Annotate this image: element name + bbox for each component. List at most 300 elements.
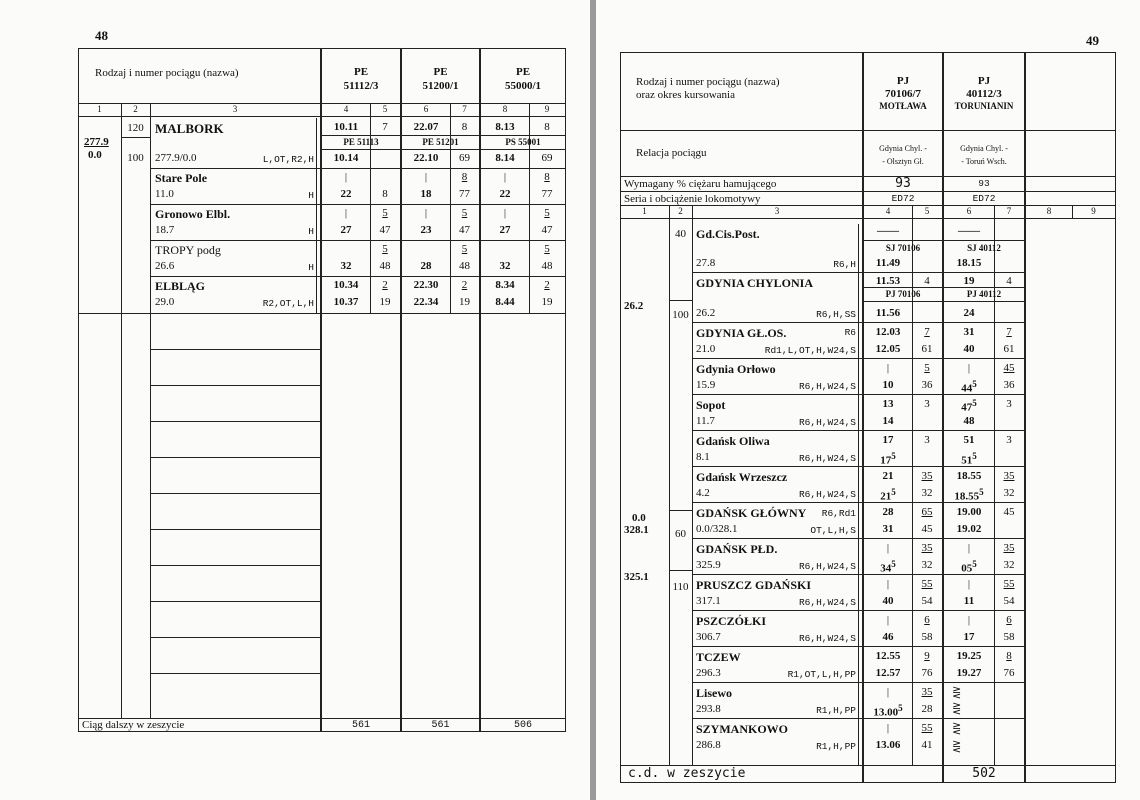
speed-limit: 60 xyxy=(675,528,686,540)
column-number: 6 xyxy=(423,104,429,114)
extra-value: 28 xyxy=(921,703,933,715)
extra-value: 36 xyxy=(1003,379,1015,391)
train-number: 70106/7 xyxy=(884,88,922,100)
time-value: 18.55 xyxy=(956,470,982,482)
train-name: TORUNIANIN xyxy=(954,101,1014,111)
station-codes: R6,H,W24,S xyxy=(798,417,856,428)
time-main: 44 xyxy=(961,382,973,395)
time-value: 11.56 xyxy=(875,307,901,319)
pass-mark: | xyxy=(424,207,428,219)
pass-mark: | xyxy=(886,578,890,590)
time-value xyxy=(944,399,994,414)
extra-value: 54 xyxy=(1003,595,1015,607)
start-dash: —— xyxy=(877,225,899,237)
extra-value: 47 xyxy=(379,224,391,236)
continuation-ref: 561 xyxy=(351,720,370,731)
station-name: Gdynia Orłowo xyxy=(696,362,776,376)
extra-value: 36 xyxy=(921,379,933,391)
dwell-value: 4 xyxy=(1006,275,1012,287)
time-value: 22.34 xyxy=(413,296,439,308)
station-km: 306.7 xyxy=(696,631,721,643)
pass-mark: | xyxy=(886,542,890,554)
extra-value: 77 xyxy=(459,188,470,200)
run-value: 8 xyxy=(544,171,550,183)
extra-value: 69 xyxy=(541,152,553,164)
time-value: 8.14 xyxy=(495,152,515,164)
time-value: 10.14 xyxy=(333,152,359,164)
station-codes: R6,H,W24,S xyxy=(798,453,856,464)
time-half: 5 xyxy=(898,703,903,713)
speed-limit: 120 xyxy=(127,122,144,134)
continuation-label: Ciąg dalszy w zeszycie xyxy=(82,719,185,731)
station-codes: R6,H,SS xyxy=(816,309,856,320)
speed-limit: 40 xyxy=(675,228,686,240)
train-name: MOTŁAWA xyxy=(879,101,927,111)
time-half: 5 xyxy=(891,559,896,569)
time-value: 18 xyxy=(420,188,432,200)
time-value: 22.10 xyxy=(413,152,439,164)
time-half: 5 xyxy=(979,487,984,497)
pass-mark: | xyxy=(967,614,971,626)
run-value: 5 xyxy=(544,243,550,255)
extra-value: 41 xyxy=(921,739,933,751)
run-value: 7 xyxy=(924,326,930,338)
time-half: 5 xyxy=(972,451,977,461)
pass-mark: | xyxy=(967,578,971,590)
station-km: 293.8 xyxy=(696,703,721,715)
extra-value: 76 xyxy=(1003,667,1015,679)
time-value: 19 xyxy=(963,275,975,287)
time-value: 8.34 xyxy=(495,279,515,291)
time-value: 14 xyxy=(882,415,894,427)
time-value: 8.13 xyxy=(495,121,515,133)
station-name: ELBLĄG xyxy=(155,279,206,293)
km-marker: 26.2 xyxy=(624,300,644,312)
column-number: 5 xyxy=(924,206,930,216)
pass-mark: | xyxy=(967,542,971,554)
train-number: 40112/3 xyxy=(966,88,1002,100)
relation-line: Gdynia Chyl. - xyxy=(960,144,1008,153)
train-renumber: PS 55001 xyxy=(505,137,541,147)
train-type: PE xyxy=(353,66,369,78)
station-name: SZYMANKOWO xyxy=(696,722,789,736)
time-value: 28 xyxy=(420,260,432,272)
time-value: 22 xyxy=(340,188,352,200)
column-number: 4 xyxy=(343,104,349,114)
time-value: 12.03 xyxy=(875,326,901,338)
extra-value: 69 xyxy=(459,152,470,164)
run-value: 7 xyxy=(1006,326,1012,338)
time-value: 31 xyxy=(963,326,975,338)
time-value: 17 xyxy=(882,434,894,446)
extra-value: 32 xyxy=(921,487,933,499)
dwell-value: 4 xyxy=(924,275,930,287)
time-main: 21 xyxy=(880,490,892,503)
train-type: PE xyxy=(433,66,448,78)
start-dash: —— xyxy=(958,225,980,237)
station-km: 15.9 xyxy=(696,379,716,391)
station-km: 26.6 xyxy=(155,260,175,272)
station-codes: R6,H,W24,S xyxy=(798,489,856,500)
run-value: 55 xyxy=(921,578,933,590)
km-marker: 277.9 xyxy=(84,136,109,148)
run-value: 55 xyxy=(921,722,933,734)
station-codes: R1,OT,L,H,PP xyxy=(787,669,856,680)
station-name: PSZCZÓŁKI xyxy=(696,614,767,628)
column-number: 1 xyxy=(642,206,647,216)
time-value: 32 xyxy=(499,260,511,272)
pass-mark: | xyxy=(344,207,348,219)
station-name: TCZEW xyxy=(696,650,741,664)
train-renumber: PE 51113 xyxy=(343,137,379,147)
time-half: 5 xyxy=(891,451,896,461)
column-number: 2 xyxy=(133,104,138,114)
station-km: 27.8 xyxy=(696,257,716,269)
station-codes: Rd1,L,OT,H,W24,S xyxy=(764,345,856,356)
time-value: 27 xyxy=(499,224,511,236)
station-codes: R6,H,W24,S xyxy=(798,633,856,644)
header-column-label: Rodzaj i numer pociągu (nazwa) xyxy=(636,76,780,88)
column-number: 5 xyxy=(382,104,388,114)
right-page xyxy=(596,0,1140,800)
time-value: 11.49 xyxy=(875,257,901,269)
station-name: Lisewo xyxy=(696,686,732,700)
dwell-value: 3 xyxy=(924,398,930,410)
continuation-ref: 561 xyxy=(431,720,450,731)
station-km: 286.8 xyxy=(696,739,721,751)
time-value: 40 xyxy=(882,595,894,607)
time-value: 12.05 xyxy=(875,343,901,355)
time-value: 23 xyxy=(420,224,432,236)
time-value: 22.30 xyxy=(413,279,439,291)
run-value: 9 xyxy=(924,650,930,662)
extra-value: 32 xyxy=(1003,559,1015,571)
station-codes: L,OT,R2,H xyxy=(262,154,314,165)
time-value xyxy=(944,452,994,467)
extra-value: 48 xyxy=(379,260,391,272)
station-km: 4.2 xyxy=(696,487,710,499)
time-value: 48 xyxy=(963,415,975,427)
run-value: 55 xyxy=(1003,578,1015,590)
page-number: 48 xyxy=(95,28,108,43)
skip-mark: ⋛ xyxy=(952,741,962,753)
time-value: 13.06 xyxy=(875,739,901,751)
train-type: PJ xyxy=(896,75,910,87)
station-name: MALBORK xyxy=(155,121,224,136)
pass-mark: | xyxy=(503,171,507,183)
handwritten-continuation-ref: 502 xyxy=(972,766,996,781)
station-name: Gdańsk Wrzeszcz xyxy=(696,470,788,484)
time-value: 10.37 xyxy=(333,296,359,308)
pass-mark: | xyxy=(886,614,890,626)
relation-line: - Olsztyn Gł. xyxy=(882,157,924,166)
station-km: 296.3 xyxy=(696,667,721,679)
column-number: 7 xyxy=(462,104,467,114)
station-km: 11.0 xyxy=(155,188,174,200)
station-codes: H xyxy=(308,262,314,273)
km-marker: 328.1 xyxy=(624,524,649,536)
time-value xyxy=(944,560,994,575)
station-name: PRUSZCZ GDAŃSKI xyxy=(696,578,812,592)
extra-value: 77 xyxy=(541,188,553,200)
run-value: 5 xyxy=(382,207,388,219)
skip-mark: ⋛ xyxy=(952,703,962,715)
train-renumber: SJ 70106 xyxy=(885,243,921,253)
run-value: 2 xyxy=(544,279,550,291)
time-half: 5 xyxy=(891,487,896,497)
extra-value: 48 xyxy=(541,260,553,272)
station-name: Gd.Cis.Post. xyxy=(696,227,760,241)
time-value xyxy=(864,704,912,719)
header-column-label: oraz okres kursowania xyxy=(636,89,735,101)
station-codes: R2,OT,L,H xyxy=(262,298,314,309)
dwell-value: 3 xyxy=(1006,434,1012,446)
station-codes: R1,H,PP xyxy=(816,741,856,752)
column-number: 9 xyxy=(544,104,550,114)
station-km: 26.2 xyxy=(696,307,716,319)
station-codes: R6,H,W24,S xyxy=(798,597,856,608)
time-value: 19.27 xyxy=(956,667,982,679)
extra-value: 54 xyxy=(921,595,933,607)
run-value: 2 xyxy=(461,279,468,291)
column-number: 8 xyxy=(1046,206,1052,216)
time-value: 22.07 xyxy=(413,121,439,133)
page-number: 49 xyxy=(1086,33,1099,48)
time-value: 12.57 xyxy=(875,667,901,679)
time-main: 13.00 xyxy=(873,706,899,719)
time-value: 32 xyxy=(340,260,352,272)
km-marker: 0.0 xyxy=(632,512,646,524)
station-codes: R1,H,PP xyxy=(816,705,856,716)
run-value: 2 xyxy=(382,279,388,291)
station-codes: R6,H,W24,S xyxy=(798,561,856,572)
train-renumber: SJ 40112 xyxy=(967,243,1001,253)
run-value: 6 xyxy=(1006,614,1012,626)
station-name: GDAŃSK GŁÓWNY xyxy=(696,506,807,520)
extra-value: 19 xyxy=(379,296,391,308)
extra-value: 58 xyxy=(921,631,933,643)
train-renumber: PJ 70106 xyxy=(885,289,921,299)
run-value: 5 xyxy=(461,243,468,255)
loco-label: Seria i obciążenie lokomotywy xyxy=(624,193,761,205)
time-half: 5 xyxy=(972,398,977,408)
column-number: 7 xyxy=(1006,206,1012,216)
station-km: 317.1 xyxy=(696,595,721,607)
station-name: GDYNIA GŁ.OS. xyxy=(696,326,787,340)
station-codes: H xyxy=(308,190,314,201)
extra-value: 47 xyxy=(541,224,553,236)
run-value: 35 xyxy=(921,542,933,554)
time-value: 19.00 xyxy=(956,506,982,518)
time-value: 10.34 xyxy=(333,279,359,291)
run-value: 35 xyxy=(1003,542,1015,554)
column-number: 6 xyxy=(966,206,972,216)
station-km: 21.0 xyxy=(696,343,716,355)
station-name: Stare Pole xyxy=(155,171,208,185)
time-value xyxy=(864,560,912,575)
time-value: 51 xyxy=(963,434,975,446)
station-name: TROPY podg xyxy=(155,243,221,257)
time-value xyxy=(864,452,912,467)
pass-mark: | xyxy=(967,362,971,374)
run-value: 5 xyxy=(924,362,930,374)
pass-mark: | xyxy=(503,207,507,219)
column-number: 1 xyxy=(97,104,102,114)
column-number: 4 xyxy=(885,206,891,216)
station-codes: OT,L,H,S xyxy=(810,525,856,536)
handwritten-continuation-label: c.d. w zeszycie xyxy=(628,766,746,781)
station-km: 29.0 xyxy=(155,296,175,308)
run-value: 35 xyxy=(921,470,933,482)
time-value: 11 xyxy=(963,595,975,607)
time-value: 22 xyxy=(499,188,511,200)
skip-mark: ⋛ xyxy=(952,723,962,735)
continuation-ref: 506 xyxy=(513,720,532,731)
station-name: GDYNIA CHYLONIA xyxy=(696,276,814,290)
extra-value: 61 xyxy=(1003,343,1015,355)
run-value: 35 xyxy=(1003,470,1015,482)
station-name: Gdańsk Oliwa xyxy=(696,434,770,448)
pass-mark: | xyxy=(886,362,890,374)
run-value: 8 xyxy=(1006,650,1012,662)
extra-value: 19 xyxy=(541,296,553,308)
extra-value: 76 xyxy=(921,667,933,679)
train-type: PJ xyxy=(977,75,991,87)
station-name: Gronowo Elbl. xyxy=(155,207,231,221)
time-half: 5 xyxy=(972,559,977,569)
loco-value: ED72 xyxy=(891,193,915,204)
extra-value: 32 xyxy=(921,559,933,571)
time-value: 21 xyxy=(882,470,894,482)
station-km: 11.7 xyxy=(696,415,715,427)
time-main: 34 xyxy=(880,562,892,575)
column-number: 2 xyxy=(678,206,683,216)
pass-mark: | xyxy=(886,722,890,734)
header-column-label: Rodzaj i numer pociągu (nazwa) xyxy=(95,67,239,79)
run-value: 5 xyxy=(544,207,550,219)
pass-mark: | xyxy=(424,171,428,183)
dwell-value: 7 xyxy=(382,121,388,133)
relation-line: Gdynia Chyl. - xyxy=(879,144,927,153)
time-value: 19.02 xyxy=(956,523,982,535)
column-number: 3 xyxy=(232,104,238,114)
time-value: 18.15 xyxy=(956,257,982,269)
extra-value: 45 xyxy=(921,523,933,535)
station-name: Sopot xyxy=(696,398,726,412)
station-km: 277.9/0.0 xyxy=(155,152,197,164)
speed-limit: 100 xyxy=(672,309,689,321)
skip-mark: ⋛ xyxy=(952,687,962,699)
speed-limit: 100 xyxy=(127,152,144,164)
time-value: 24 xyxy=(963,307,975,319)
time-value xyxy=(944,380,994,395)
time-value: 19.25 xyxy=(956,650,982,662)
time-value: 13 xyxy=(882,398,894,410)
station-km: 18.7 xyxy=(155,224,175,236)
time-main: 47 xyxy=(961,401,973,414)
time-main: 18.55 xyxy=(954,490,980,503)
station-codes: R6,H xyxy=(833,259,856,270)
brake-label: Wymagany % ciężaru hamującego xyxy=(624,178,777,190)
time-main: 17 xyxy=(880,454,892,467)
time-value: 27 xyxy=(340,224,352,236)
relation-line: - Toruń Wsch. xyxy=(961,157,1007,166)
brake-value: 93 xyxy=(895,176,911,191)
time-main: 05 xyxy=(961,562,973,575)
dwell-value: 3 xyxy=(1006,398,1012,410)
pass-mark: | xyxy=(886,686,890,698)
time-value: 10.11 xyxy=(333,121,359,133)
time-main: 51 xyxy=(961,454,973,467)
train-number: 51200/1 xyxy=(422,80,459,92)
time-value: 8.44 xyxy=(495,296,515,308)
dwell-value: 3 xyxy=(924,434,930,446)
run-value: 65 xyxy=(921,506,933,518)
run-value: 35 xyxy=(921,686,933,698)
km-marker: 325.1 xyxy=(624,571,649,583)
station-codes: R6,H,W24,S xyxy=(798,381,856,392)
station-codes: R6,Rd1 xyxy=(821,508,856,519)
time-value: 28 xyxy=(882,506,894,518)
time-value xyxy=(944,488,994,503)
run-value: 8 xyxy=(461,171,468,183)
run-value: 8 xyxy=(382,188,388,200)
run-value: 45 xyxy=(1003,362,1015,374)
time-value: 46 xyxy=(882,631,894,643)
time-half: 5 xyxy=(972,379,977,389)
station-codes: H xyxy=(308,226,314,237)
station-name: GDAŃSK PŁD. xyxy=(696,542,778,556)
time-value: 31 xyxy=(882,523,894,535)
column-number: 8 xyxy=(502,104,508,114)
station-km: 0.0/328.1 xyxy=(696,523,738,535)
run-value: 5 xyxy=(382,243,388,255)
time-value: 11.53 xyxy=(875,275,901,287)
time-value: 40 xyxy=(963,343,975,355)
extra-value: 58 xyxy=(1003,631,1015,643)
dwell-value: 8 xyxy=(461,121,468,133)
pass-mark: | xyxy=(344,171,348,183)
time-value: 12.55 xyxy=(875,650,901,662)
extra-value: 61 xyxy=(921,343,933,355)
station-km: 325.9 xyxy=(696,559,721,571)
column-number: 9 xyxy=(1091,206,1096,216)
train-number: 51112/3 xyxy=(343,80,379,92)
extra-value: 48 xyxy=(459,260,470,272)
run-value: 5 xyxy=(461,207,468,219)
brake-value: 93 xyxy=(978,178,990,189)
extra-value: 19 xyxy=(459,296,470,308)
time-value xyxy=(864,488,912,503)
station-codes: R6 xyxy=(844,327,856,338)
extra-value: 47 xyxy=(459,224,470,236)
extra-value: 32 xyxy=(1003,487,1015,499)
train-number: 55000/1 xyxy=(504,80,542,92)
speed-limit: 110 xyxy=(672,581,689,593)
time-value: 10 xyxy=(882,379,894,391)
time-value: 17 xyxy=(963,631,975,643)
run-value: 45 xyxy=(1003,506,1015,518)
dwell-value: 8 xyxy=(544,121,550,133)
column-number: 3 xyxy=(774,206,780,216)
km-marker: 0.0 xyxy=(88,149,102,161)
loco-value: ED72 xyxy=(972,193,996,204)
station-km: 8.1 xyxy=(696,451,710,463)
run-value: 6 xyxy=(924,614,930,626)
train-renumber: PE 51201 xyxy=(422,137,459,147)
relation-label: Relacja pociągu xyxy=(636,147,707,159)
train-renumber: PJ 40112 xyxy=(966,289,1002,299)
